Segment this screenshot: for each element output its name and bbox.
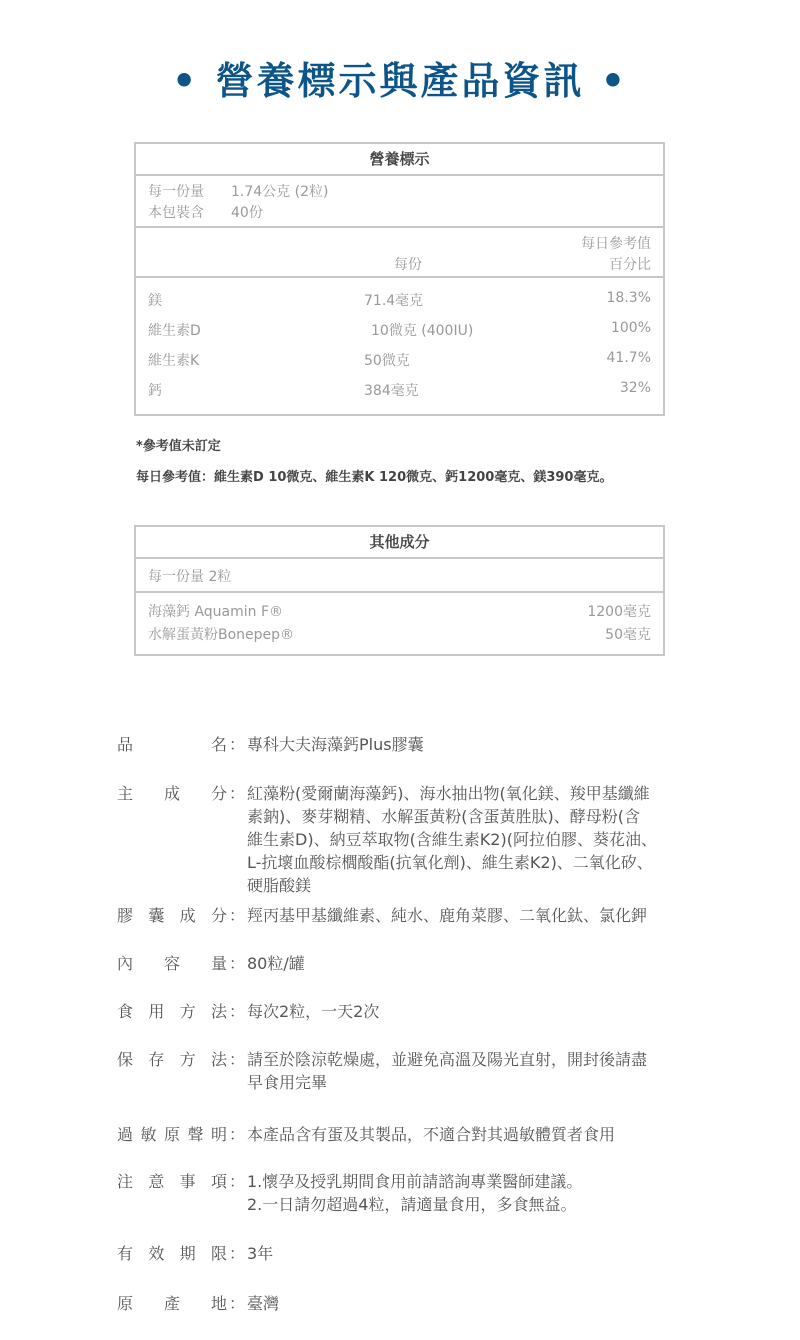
product-info-row [117, 733, 707, 756]
info-value: 3年 [247, 1244, 274, 1263]
product-info-row [117, 904, 707, 927]
info-label [117, 1242, 227, 1265]
info-label-char: 產 [163, 1294, 180, 1313]
info-label-char: 法 [210, 1002, 227, 1021]
info-label-char: 方 [179, 1050, 196, 1069]
info-label [117, 1048, 227, 1071]
info-label-char: 意 [148, 1172, 165, 1191]
colon: ： [229, 1244, 246, 1263]
serving-value: 1.74公克 (2粒) [231, 184, 329, 200]
info-label-char: 方 [179, 1002, 196, 1021]
nutrient-amount: 10微克 (400IU) [371, 323, 474, 339]
nutrient-name: 鈣 [148, 383, 162, 399]
info-label-char: 成 [163, 784, 180, 803]
nutrient-dv: 32% [619, 380, 651, 396]
info-label [117, 952, 227, 975]
info-label-char: 原 [117, 1294, 134, 1313]
info-label [117, 1123, 227, 1146]
info-label-char: 項 [210, 1172, 227, 1191]
colon: ： [229, 1125, 246, 1144]
other-item-name: 水解蛋黃粉Bonepep® [148, 627, 295, 643]
product-info-row [117, 1242, 707, 1265]
colon: ： [229, 1050, 246, 1069]
product-info-row [117, 782, 707, 897]
info-label-char: 注 [117, 1172, 134, 1191]
col-dv-pct: 百分比 [609, 257, 651, 273]
info-label-char: 原 [163, 1125, 180, 1144]
info-label-char: 分 [210, 906, 227, 925]
col-per-serving: 每份 [394, 257, 422, 273]
info-label-char: 內 [117, 954, 134, 973]
nutrient-dv: 41.7% [606, 350, 651, 366]
colon: ： [229, 1294, 246, 1313]
package-label: 本包裝含 [148, 205, 204, 221]
info-label-char: 膠 [117, 906, 134, 925]
nutrient-row [136, 318, 663, 348]
info-value: 羥丙基甲基纖維素、純水、鹿角菜膠、二氧化鈦、氯化鉀 [247, 906, 648, 925]
info-label-char: 期 [179, 1244, 196, 1263]
colon: ： [229, 1172, 246, 1191]
info-label-char: 分 [210, 784, 227, 803]
info-value: 臺灣 [247, 1294, 280, 1313]
info-value: 紅藻粉(愛爾蘭海藻鈣)、海水抽出物(氧化鎂、羧甲基纖維 素鈉)、麥芽糊精、水解蛋黃粉(含蛋黃胜肽)、酵母粉(含 維生素D)、納豆萃取物(含維生素K2)(阿拉伯膠、葵花油、 L-抗壞血酸棕櫚酸酯(抗氧化劑)、維生素K2)、二氧化矽、 硬脂酸鎂 [247, 784, 657, 895]
nutrition-header: 營養標示 [136, 144, 663, 176]
nutrient-name: 鎂 [148, 293, 162, 309]
info-value: 每次2粒，一天2次 [247, 1002, 380, 1021]
nutrient-row [136, 288, 663, 318]
package-value: 40份 [231, 205, 263, 221]
info-label [117, 782, 227, 805]
page-title: • 營養標示與產品資訊 • [171, 59, 629, 103]
note-1: *參考值未訂定 [136, 439, 221, 454]
col-dv: 每日參考值 [581, 236, 651, 252]
info-label-char: 法 [210, 1050, 227, 1069]
info-label-char: 主 [117, 784, 134, 803]
info-label-char: 明 [210, 1125, 227, 1144]
info-label [117, 1170, 227, 1193]
info-label-char: 品 [117, 735, 134, 754]
other-serving: 每一份量 2粒 [148, 569, 232, 585]
info-label [117, 1000, 227, 1023]
product-info-row [117, 1292, 707, 1315]
serving-label: 每一份量 [148, 184, 204, 200]
info-label-char: 有 [117, 1244, 134, 1263]
info-label-char: 事 [179, 1172, 196, 1191]
product-info-row [117, 952, 707, 975]
info-label-char: 敏 [140, 1125, 157, 1144]
nutrient-name: 維生素D [148, 323, 201, 339]
nutrient-amount: 384毫克 [364, 383, 419, 399]
other-header: 其他成分 [136, 527, 663, 559]
nutrient-dv: 18.3% [606, 290, 651, 306]
info-label-char: 限 [210, 1244, 227, 1263]
info-label-char: 效 [148, 1244, 165, 1263]
nutrition-table [134, 142, 665, 416]
info-label-char: 量 [210, 954, 227, 973]
info-label-char: 成 [179, 906, 196, 925]
info-label [117, 1292, 227, 1315]
nutrient-row [136, 378, 663, 408]
info-label [117, 733, 227, 756]
note-2: 每日參考值：維生素D 10微克、維生素K 120微克、鈣1200毫克、鎂390毫克。 [136, 470, 613, 485]
other-item-amount: 50毫克 [605, 627, 651, 643]
info-value: 1.懷孕及授乳期間食用前請諮詢專業醫師建議。 2.一日請勿超過4粒，請適量食用，多食無益。 [247, 1172, 583, 1214]
product-info-row [117, 1048, 707, 1094]
info-label-char: 囊 [148, 906, 165, 925]
nutrient-name: 維生素K [148, 353, 200, 369]
product-info-row [117, 1170, 707, 1216]
info-label-char: 地 [210, 1294, 227, 1313]
info-label-char: 容 [163, 954, 180, 973]
info-value: 本產品含有蛋及其製品，不適合對其過敏體質者食用 [247, 1125, 616, 1144]
other-ingredients-table [134, 525, 665, 656]
colon: ： [229, 784, 246, 803]
info-label-char: 存 [148, 1050, 165, 1069]
colon: ： [229, 1002, 246, 1021]
product-info-row [117, 1000, 707, 1023]
info-value: 專科大夫海藻鈣Plus膠囊 [247, 735, 424, 754]
info-value: 請至於陰涼乾燥處，並避免高溫及陽光直射，開封後請盡 早食用完畢 [247, 1050, 648, 1092]
colon: ： [229, 735, 246, 754]
colon: ： [229, 954, 246, 973]
nutrient-amount: 71.4毫克 [364, 293, 424, 309]
info-label-char: 食 [117, 1002, 134, 1021]
other-item-amount: 1200毫克 [587, 604, 651, 620]
other-item-name: 海藻鈣 Aquamin F® [148, 604, 284, 620]
nutrient-dv: 100% [610, 320, 651, 336]
info-label-char: 聲 [187, 1125, 204, 1144]
nutrient-row [136, 348, 663, 378]
colon: ： [229, 906, 246, 925]
info-label-char: 保 [117, 1050, 134, 1069]
info-label [117, 904, 227, 927]
info-label-char: 名 [210, 735, 227, 754]
info-label-char: 過 [117, 1125, 134, 1144]
info-value: 80粒/罐 [247, 954, 305, 973]
nutrient-amount: 50微克 [364, 353, 410, 369]
info-label-char: 用 [148, 1002, 165, 1021]
product-info-row [117, 1123, 707, 1146]
